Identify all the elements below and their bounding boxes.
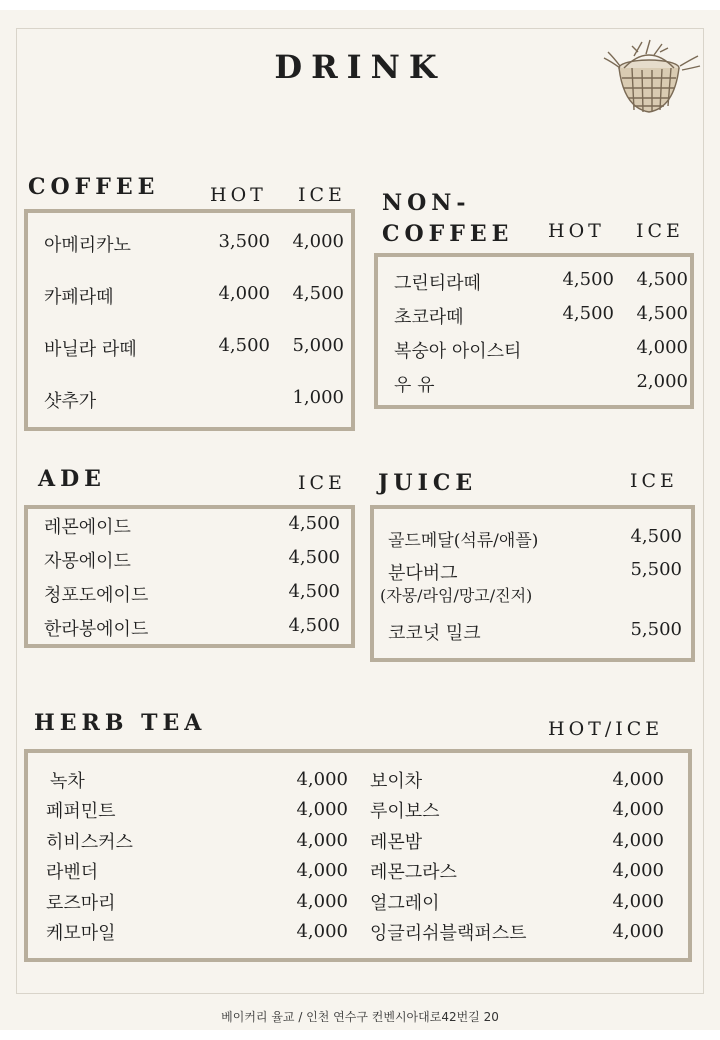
item-name: 아메리카노 — [44, 235, 131, 256]
hot-price: 3,500 — [218, 231, 270, 252]
price: 4,000 — [296, 860, 348, 881]
coffee-box — [24, 209, 355, 431]
ice-price: 4,500 — [288, 513, 340, 534]
item-name: 청포도에이드 — [44, 585, 149, 606]
noncoffee-ice-label: ICE — [636, 220, 684, 242]
item-name: 바닐라 라떼 — [44, 339, 137, 360]
price: 4,000 — [612, 830, 664, 851]
price: 4,000 — [296, 769, 348, 790]
item-name: 레몬그라스 — [370, 862, 457, 883]
price: 4,000 — [296, 799, 348, 820]
ice-price: 4,000 — [292, 231, 344, 252]
item-name: 라벤더 — [46, 862, 99, 883]
price: 4,000 — [296, 921, 348, 942]
item-subtitle: (자몽/라임/망고/진저) — [380, 586, 533, 605]
noncoffee-hot-label: HOT — [548, 220, 605, 242]
item-name: 골드메달(석류/애플) — [388, 531, 539, 551]
item-name: 히비스커스 — [46, 832, 133, 853]
item-name: 로즈마리 — [46, 893, 116, 914]
item-name: 분다버그 — [388, 563, 458, 584]
juice-ice-label: ICE — [630, 470, 678, 492]
item-name: 한라봉에이드 — [44, 619, 149, 640]
coffee-hot-label: HOT — [210, 184, 267, 206]
item-name: 케모마일 — [46, 923, 116, 944]
ice-price: 5,500 — [630, 559, 682, 580]
ice-price: 4,500 — [292, 283, 344, 304]
item-name: 초코라떼 — [394, 307, 464, 328]
hot-price: 4,500 — [218, 335, 270, 356]
hot-price: 4,500 — [562, 303, 614, 324]
item-name: 카페라떼 — [44, 287, 114, 308]
item-name: 녹차 — [50, 771, 85, 792]
item-name: 그린티라떼 — [394, 273, 481, 294]
item-name: 레몬밤 — [370, 832, 423, 853]
herbtea-hot-ice-label: HOT/ICE — [548, 718, 664, 740]
noncoffee-heading-line1: NON- — [382, 190, 471, 216]
herbtea-box — [24, 749, 692, 962]
hot-price: 4,500 — [562, 269, 614, 290]
herbtea-heading: HERB TEA — [34, 710, 207, 736]
ice-price: 1,000 — [292, 387, 344, 408]
item-name: 복숭아 아이스티 — [394, 341, 522, 362]
price: 4,000 — [612, 891, 664, 912]
item-name: 샷추가 — [44, 391, 97, 412]
ice-price: 4,500 — [288, 547, 340, 568]
item-name: 보이차 — [370, 771, 423, 792]
item-name: 잉글리쉬블랙퍼스트 — [370, 923, 527, 944]
hot-price: 4,000 — [218, 283, 270, 304]
price: 4,000 — [612, 769, 664, 790]
noncoffee-box — [374, 253, 694, 409]
item-name: 자몽에이드 — [44, 551, 131, 572]
item-name: 우 유 — [394, 375, 435, 396]
footer-address: 베이커리 율교 / 인천 연수구 컨벤시아대로42번길 20 — [221, 1010, 499, 1024]
price: 4,000 — [296, 891, 348, 912]
noncoffee-heading-line2: COFFEE — [382, 221, 514, 247]
item-name: 코코넛 밀크 — [388, 623, 481, 644]
item-name: 얼그레이 — [370, 893, 440, 914]
item-name: 페퍼민트 — [46, 801, 116, 822]
ice-price: 5,000 — [292, 335, 344, 356]
ice-price: 4,500 — [636, 269, 688, 290]
page-title: DRINK — [274, 48, 446, 86]
ade-heading: ADE — [38, 466, 106, 492]
coffee-heading: COFFEE — [28, 174, 160, 200]
coffee-ice-label: ICE — [298, 184, 346, 206]
bread-basket-illustration — [594, 38, 704, 122]
item-name: 레몬에이드 — [44, 517, 131, 538]
ade-box — [24, 505, 355, 648]
price: 4,000 — [612, 921, 664, 942]
price: 4,000 — [296, 830, 348, 851]
ice-price: 4,500 — [288, 615, 340, 636]
ice-price: 4,500 — [630, 526, 682, 547]
juice-box — [370, 505, 695, 662]
juice-heading: JUICE — [378, 470, 478, 496]
ice-price: 4,000 — [636, 337, 688, 358]
price: 4,000 — [612, 799, 664, 820]
ice-price: 2,000 — [636, 371, 688, 392]
price: 4,000 — [612, 860, 664, 881]
ice-price: 5,500 — [630, 619, 682, 640]
ice-price: 4,500 — [636, 303, 688, 324]
ade-ice-label: ICE — [298, 472, 346, 494]
ice-price: 4,500 — [288, 581, 340, 602]
item-name: 루이보스 — [370, 801, 440, 822]
